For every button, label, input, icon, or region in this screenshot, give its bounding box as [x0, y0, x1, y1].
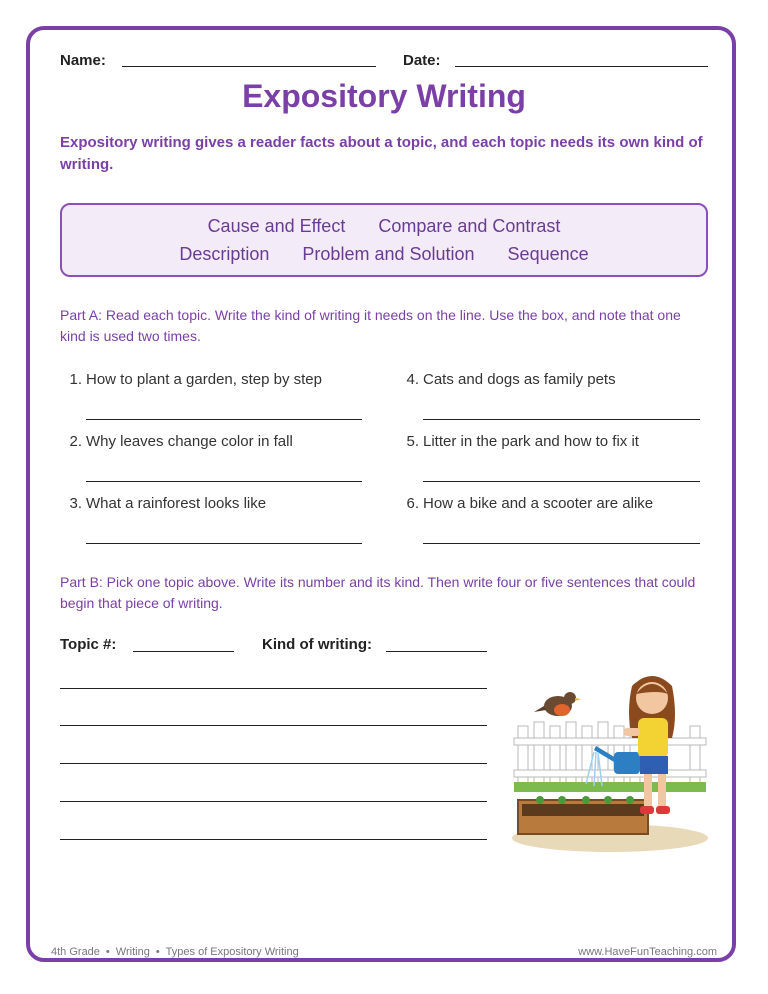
- word-bank-term: Cause and Effect: [207, 216, 346, 236]
- writing-line-2[interactable]: [60, 725, 487, 726]
- name-field[interactable]: [122, 66, 376, 67]
- list-item: 2. Why leaves change color in fall: [69, 433, 293, 450]
- word-bank-term: Problem and Solution: [302, 244, 475, 264]
- answer-line-1[interactable]: [86, 419, 362, 420]
- answer-line-5[interactable]: [423, 481, 700, 482]
- answer-line-3[interactable]: [86, 543, 362, 544]
- garden-girl-illustration: [510, 666, 710, 856]
- date-label: Date:: [403, 52, 441, 69]
- list-item: 6. How a bike and a scooter are alike: [406, 495, 654, 512]
- list-item: 4. Cats and dogs as family pets: [406, 371, 616, 388]
- grass: [514, 782, 706, 792]
- intro-text: Expository writing gives a reader facts about a topic, and each topic needs its own kind of writing.: [60, 134, 703, 173]
- writing-line-3[interactable]: [60, 763, 487, 764]
- name-label: Name:: [60, 52, 106, 69]
- footer-breadcrumb: 4th Grade • Writing • Types of Expository Writing: [51, 946, 299, 958]
- list-item: 1. How to plant a garden, step by step: [69, 371, 322, 388]
- word-bank-term: Description: [179, 244, 270, 264]
- part-a-instructions: Part A: Read each topic. Write the kind of writing it needs on the line. Use the box, and note that one kind is used two times.: [60, 307, 681, 344]
- writing-line-1[interactable]: [60, 688, 487, 689]
- word-bank: [60, 203, 708, 277]
- list-item: 3. What a rainforest looks like: [69, 495, 267, 512]
- answer-line-4[interactable]: [423, 419, 700, 420]
- answer-line-2[interactable]: [86, 481, 362, 482]
- writing-line-4[interactable]: [60, 801, 487, 802]
- list-item: 5. Litter in the park and how to fix it: [406, 433, 639, 450]
- topic-number-field[interactable]: [133, 651, 234, 652]
- word-bank-term: Compare and Contrast: [378, 216, 561, 236]
- robin-bird: [534, 692, 581, 716]
- word-bank-term: Sequence: [507, 244, 589, 264]
- answer-line-6[interactable]: [423, 543, 700, 544]
- page-title: Expository Writing: [242, 78, 526, 114]
- date-field[interactable]: [455, 66, 708, 67]
- kind-of-writing-field[interactable]: [386, 651, 487, 652]
- word-bank-row-2: [62, 244, 706, 265]
- topic-number-label: Topic #:: [60, 636, 117, 653]
- footer-url[interactable]: www.HaveFunTeaching.com: [578, 946, 717, 958]
- word-bank-row-1: [62, 216, 706, 237]
- writing-line-5[interactable]: [60, 839, 487, 840]
- kind-of-writing-label: Kind of writing:: [262, 636, 372, 653]
- part-b-instructions: Part B: Pick one topic above. Write its number and its kind. Then write four or five sentences that could begin that piece of writing.: [60, 574, 696, 611]
